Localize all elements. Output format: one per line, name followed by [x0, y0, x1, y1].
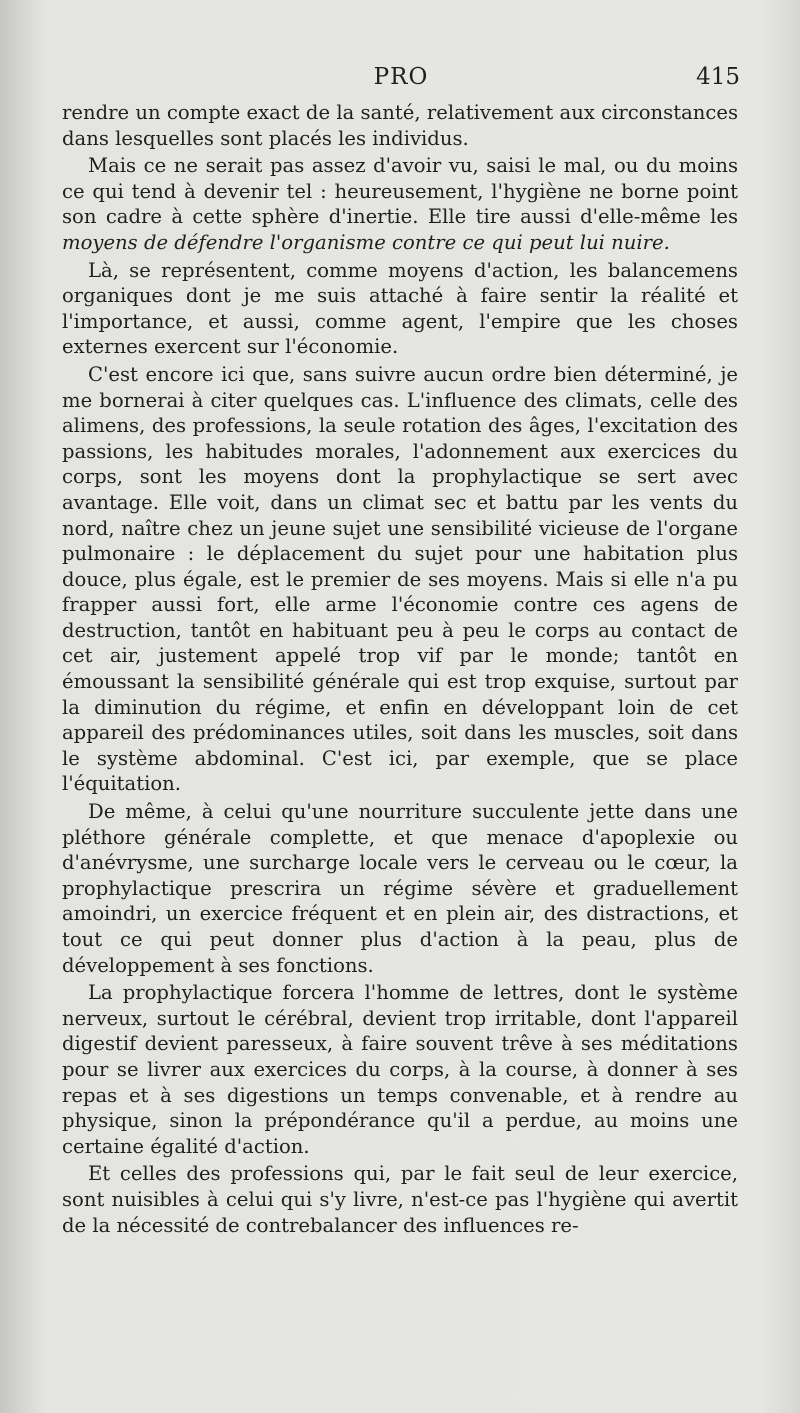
page-header [62, 64, 740, 100]
paragraph-text: Mais ce ne serait pas assez d'avoir vu, saisi le mal, ou du moins ce qui tend à devenir tel : heureusement, l'hygiène ne borne point son cadre à cette sphère d'inertie. Elle tire aussi d'elle-même les [62, 154, 738, 229]
italic-phrase: moyens de défendre l'organisme contre ce qui peut lui nuire. [62, 230, 670, 254]
body-text [62, 100, 738, 1240]
paragraph-organic-balance: Là, se représentent, comme moyens d'action, les balancemens organiques dont je me suis attaché à faire sentir la réalité et l'importance, et aussi, comme agent, l'empire que les choses externes exercent sur l'économie. [62, 258, 738, 359]
running-head: PRO [373, 64, 429, 90]
paragraph-plethora: De même, à celui qu'une nourriture succulente jette dans une pléthore générale complette, et que menace d'apoplexie ou d'anévrysme, une surcharge locale vers le cerveau ou le cœur, la prophylactique prescrira un régime sévère et graduellement amoindri, un exercice fréquent et en plein air, des distractions, et tout ce qui peut donner plus d'action à la peau, plus de développement à ses fonctions. [62, 800, 738, 977]
page-number: 415 [696, 64, 740, 90]
paragraph-prophylactic-cases: C'est encore ici que, sans suivre aucun ordre bien déterminé, je me bornerai à citer quelques cas. L'influence des climats, celle des alimens, des professions, la seule rotation des âges, l'excitation des passions, les habitudes morales, l'adonnement aux exercices du corps, sont les moyens dont la prophylactique se sert avec avantage. Elle voit, dans un climat sec et battu par les vents du nord, naître chez un jeune sujet une sensibilité vicieuse de l'organe pulmonaire : le déplacement du sujet pour une habitation plus douce, plus égale, est le premier de ses moyens. Mais si elle n'a pu frapper aussi fort, elle arme l'économie contre ces agens de destruction, tantôt en habituant peu à peu le corps au contact de cet air, justement appelé trop vif par le monde; tantôt en émoussant la sensibilité générale qui est trop exquise, surtout par la diminution du régime, et enfin en développant loin de cet appareil des prédominances utiles, soit dans les muscles, soit dans le système abdominal. C'est ici, par exemple, que se place l'équitation. [62, 362, 738, 796]
paragraph-man-of-letters: La prophylactique forcera l'homme de lettres, dont le système nerveux, surtout le cérébral, devient trop irritable, dont l'appareil digestif devient paresseux, à faire souvent trêve à ses méditations pour se livrer aux exercices du corps, à la course, à donner à ses repas et à ses digestions un temps convenable, et à rendre au physique, sinon la prépondérance qu'il a perdue, au moins une certaine égalité d'action. [62, 981, 738, 1158]
paragraph-hygiene-means [62, 153, 738, 255]
paragraph-continuation: rendre un compte exact de la santé, relativement aux circonstances dans lesquelles sont placés les individus. [62, 101, 738, 150]
paragraph-professions: Et celles des professions qui, par le fait seul de leur exercice, sont nuisibles à celui qui s'y livre, n'est-ce pas l'hygiène qui avertit de la nécessité de contrebalancer des influences re- [62, 1162, 738, 1237]
